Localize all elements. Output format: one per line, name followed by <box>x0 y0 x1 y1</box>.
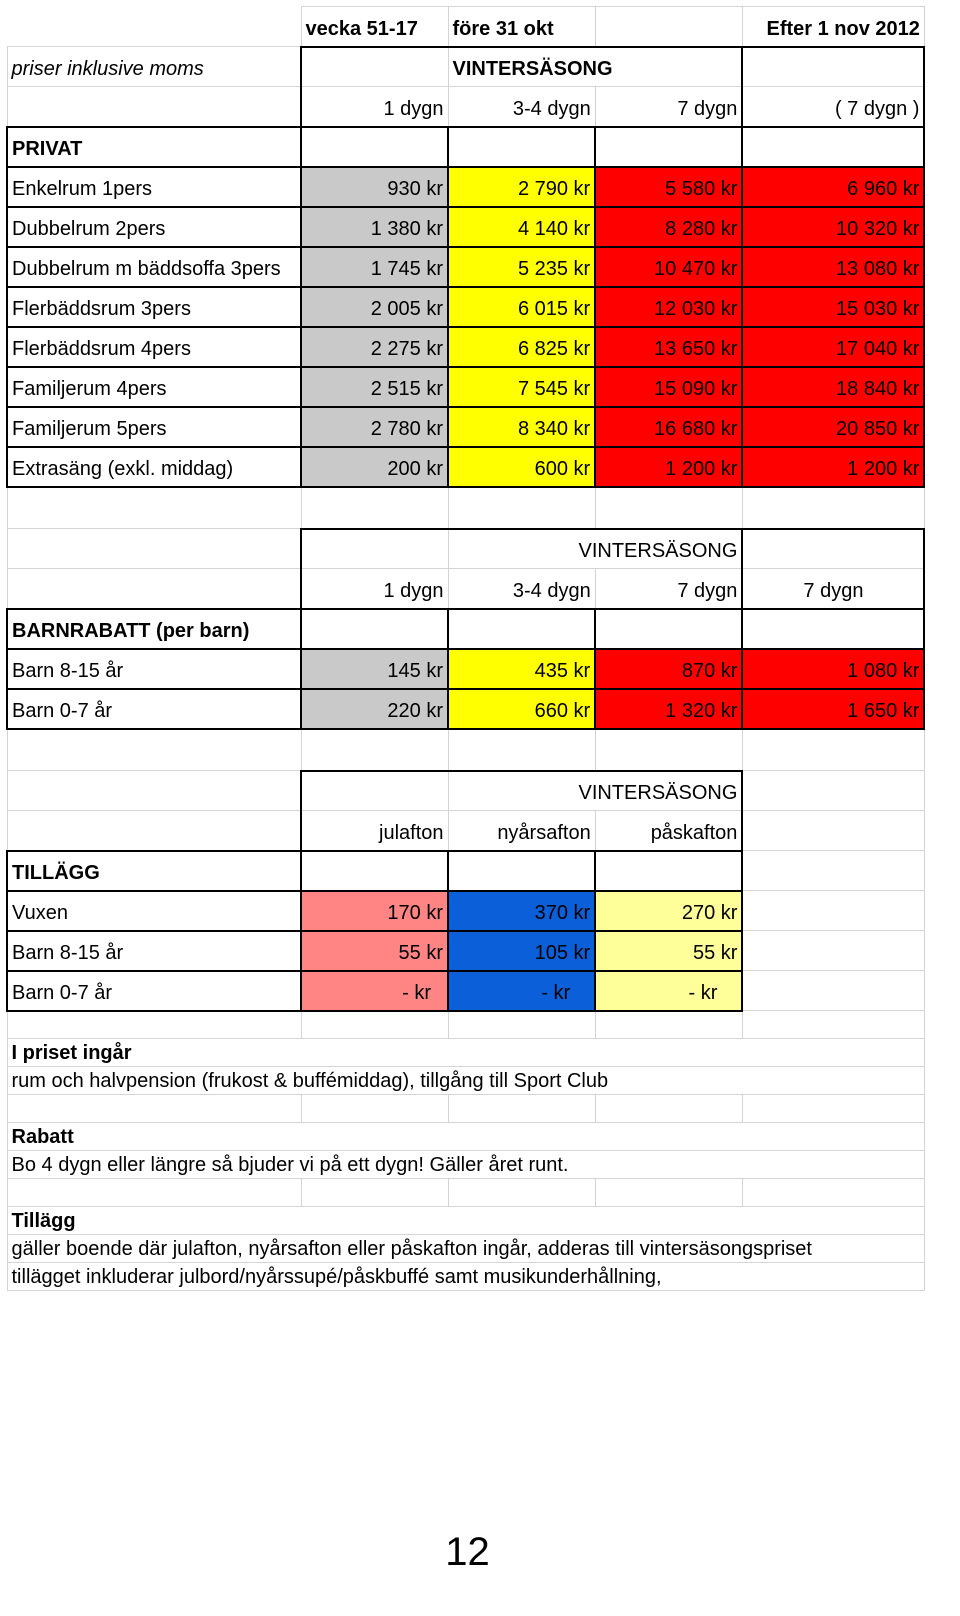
ingar-text: rum och halvpension (frukost & buffémiddag), tillgång till Sport Club <box>7 1067 924 1095</box>
note-ingar <box>7 1039 924 1067</box>
table-row: Dubbelrum m bäddsoffa 3pers 1 745 kr 5 235 kr 10 470 kr 13 080 kr <box>7 247 924 287</box>
table-row: Familjerum 5pers 2 780 kr 8 340 kr 16 680 kr 20 850 kr <box>7 407 924 447</box>
table-row: Flerbäddsrum 3pers 2 005 kr 6 015 kr 12 030 kr 15 030 kr <box>7 287 924 327</box>
season-label: VINTERSÄSONG <box>448 47 742 87</box>
duration-1: 1 dygn <box>301 87 448 127</box>
barn-season-label: VINTERSÄSONG <box>448 529 742 569</box>
barnrabatt-title: BARNRABATT (per barn) <box>7 609 301 649</box>
section-tillagg <box>7 851 924 891</box>
table-row: Dubbelrum 2pers 1 380 kr 4 140 kr 8 280 kr 10 320 kr <box>7 207 924 247</box>
note-tillagg <box>7 1207 924 1235</box>
header-row-season <box>7 47 924 87</box>
price-table <box>6 6 925 1291</box>
table-row: Enkelrum 1pers 930 kr 2 790 kr 5 580 kr 6 960 kr <box>7 167 924 207</box>
tillagg-title: TILLÄGG <box>7 851 301 891</box>
ingar-title: I priset ingår <box>7 1039 924 1067</box>
page-number: 12 <box>445 1530 490 1574</box>
price-sheet <box>6 6 925 1291</box>
table-row: Barn 8-15 år 145 kr 435 kr 870 kr 1 080 kr <box>7 649 924 689</box>
section-barnrabatt <box>7 609 924 649</box>
barn-header-season <box>7 529 924 569</box>
period-vecka: vecka 51-17 <box>301 7 448 47</box>
tillagg-note-text-2: tillägget inkluderar julbord/nyårssupé/påskbuffé samt musikunderhållning, <box>7 1263 924 1291</box>
table-row: Extrasäng (exkl. middag) 200 kr 600 kr 1 200 kr 1 200 kr <box>7 447 924 487</box>
table-row: Barn 8-15 år 55 kr 105 kr 55 kr <box>7 931 924 971</box>
vat-note: priser inklusive moms <box>7 47 301 87</box>
table-row: Flerbäddsrum 4pers 2 275 kr 6 825 kr 13 650 kr 17 040 kr <box>7 327 924 367</box>
header-row-periods <box>7 7 924 47</box>
duration-3-4: 3-4 dygn <box>448 87 595 127</box>
rabatt-text: Bo 4 dygn eller längre så bjuder vi på ett dygn! Gäller året runt. <box>7 1151 924 1179</box>
table-row: Vuxen 170 kr 370 kr 270 kr <box>7 891 924 931</box>
table-row: Barn 0-7 år 220 kr 660 kr 1 320 kr 1 650 kr <box>7 689 924 729</box>
period-fore: före 31 okt <box>448 7 595 47</box>
tillagg-season-label: VINTERSÄSONG <box>448 771 742 811</box>
header-row-durations <box>7 87 924 127</box>
privat-title: PRIVAT <box>7 127 301 167</box>
tillagg-note-text-1: gäller boende där julafton, nyårsafton eller påskafton ingår, adderas till vintersäsongspriset <box>7 1235 924 1263</box>
note-rabatt <box>7 1123 924 1151</box>
section-privat <box>7 127 924 167</box>
table-row: Barn 0-7 år - kr - kr - kr <box>7 971 924 1011</box>
table-row: Familjerum 4pers 2 515 kr 7 545 kr 15 090 kr 18 840 kr <box>7 367 924 407</box>
barn-header-durations: 1 dygn 3-4 dygn 7 dygn 7 dygn <box>7 569 924 609</box>
tillagg-header-season <box>7 771 924 811</box>
tillagg-header-days: julafton nyårsafton påskafton <box>7 811 924 851</box>
period-efter: Efter 1 nov 2012 <box>742 7 924 47</box>
tillagg-note-title: Tillägg <box>7 1207 924 1235</box>
rabatt-title: Rabatt <box>7 1123 924 1151</box>
duration-7: 7 dygn <box>595 87 742 127</box>
duration-7-paren: ( 7 dygn ) <box>742 87 924 127</box>
